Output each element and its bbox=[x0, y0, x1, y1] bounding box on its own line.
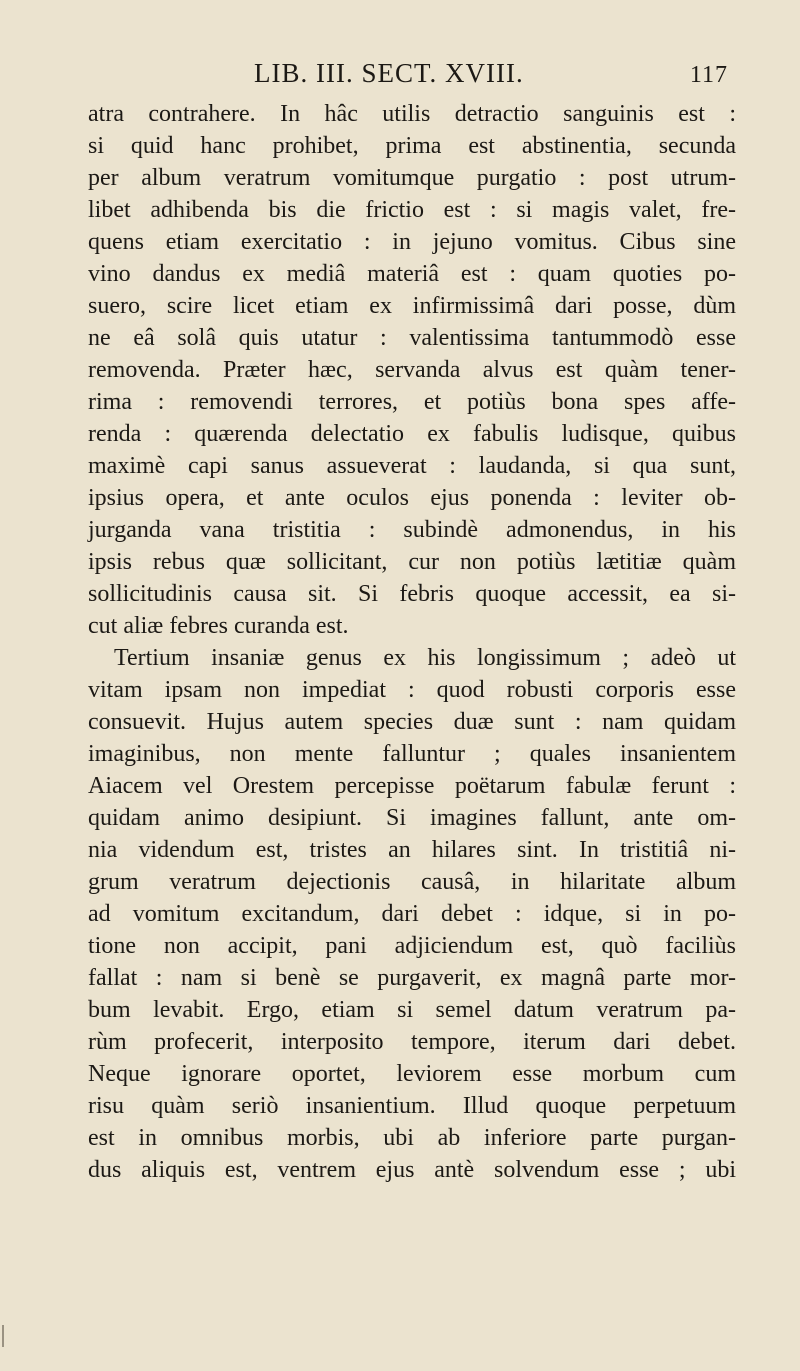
text-line: Neque ignorare oportet, leviorem esse morbum cum bbox=[88, 1061, 736, 1087]
text-line: dus aliquis est, ventrem ejus antè solvendum esse ; ubi bbox=[88, 1157, 736, 1183]
text-line: quens etiam exercitatio : in jejuno vomitus. Cibus sine bbox=[88, 229, 736, 255]
text-line: renda : quærenda delectatio ex fabulis ludisque, quibus bbox=[88, 421, 736, 447]
text-line: risu quàm seriò insanientium. Illud quoque perpetuum bbox=[88, 1093, 736, 1119]
text-line: quidam animo desipiunt. Si imagines fallunt, ante om- bbox=[88, 805, 736, 831]
text-line: suero, scire licet etiam ex infirmissimâ dari posse, dùm bbox=[88, 293, 736, 319]
paragraph-start-line: Tertium insaniæ genus ex his longissimum ; adeò ut bbox=[114, 645, 736, 671]
text-line: rima : removendi terrores, et potiùs bona spes affe- bbox=[88, 389, 736, 415]
text-line: Aiacem vel Orestem percepisse poëtarum fabulæ ferunt : bbox=[88, 773, 736, 799]
running-title: LIB. III. SECT. XVIII. bbox=[254, 58, 524, 88]
text-line: sollicitudinis causa sit. Si febris quoque accessit, ea si- bbox=[88, 581, 736, 607]
text-line: nia videndum est, tristes an hilares sint. In tristitiâ ni- bbox=[88, 837, 736, 863]
text-line: atra contrahere. In hâc utilis detractio sanguinis est : bbox=[88, 101, 736, 127]
page-number: 117 bbox=[689, 62, 728, 88]
text-line: per album veratrum vomitumque purgatio : post utrum- bbox=[88, 165, 736, 191]
paragraph-end-line: cut aliæ febres curanda est. bbox=[88, 613, 349, 639]
text-line: removenda. Præter hæc, servanda alvus est quàm tener- bbox=[88, 357, 736, 383]
text-line: ne eâ solâ quis utatur : valentissima tantummodò esse bbox=[88, 325, 736, 351]
body-text bbox=[88, 98, 736, 1186]
text-line: rùm profecerit, interposito tempore, iterum dari debet. bbox=[88, 1029, 736, 1055]
text-line: imaginibus, non mente falluntur ; quales insanientem bbox=[88, 741, 736, 767]
text-line: ad vomitum excitandum, dari debet : idque, si in po- bbox=[88, 901, 736, 927]
text-line: bum levabit. Ergo, etiam si semel datum veratrum pa- bbox=[88, 997, 736, 1023]
text-line: libet adhibenda bis die frictio est : si magis valet, fre- bbox=[88, 197, 736, 223]
running-head bbox=[88, 58, 736, 98]
text-line: jurganda vana tristitia : subindè admonendus, in his bbox=[88, 517, 736, 543]
margin-mark bbox=[2, 1325, 4, 1347]
text-line: consuevit. Hujus autem species duæ sunt : nam quidam bbox=[88, 709, 736, 735]
text-line: vitam ipsam non impediat : quod robusti corporis esse bbox=[88, 677, 736, 703]
text-line: ipsius opera, et ante oculos ejus ponenda : leviter ob- bbox=[88, 485, 736, 511]
text-line: tione non accipit, pani adjiciendum est, quò faciliùs bbox=[88, 933, 736, 959]
text-line: ipsis rebus quæ sollicitant, cur non potiùs lætitiæ quàm bbox=[88, 549, 736, 575]
text-line: vino dandus ex mediâ materiâ est : quam quoties po- bbox=[88, 261, 736, 287]
text-line: si quid hanc prohibet, prima est abstinentia, secunda bbox=[88, 133, 736, 159]
text-line: grum veratrum dejectionis causâ, in hilaritate album bbox=[88, 869, 736, 895]
text-line: maximè capi sanus assueverat : laudanda, si qua sunt, bbox=[88, 453, 736, 479]
text-line: fallat : nam si benè se purgaverit, ex magnâ parte mor- bbox=[88, 965, 736, 991]
text-line: est in omnibus morbis, ubi ab inferiore parte purgan- bbox=[88, 1125, 736, 1151]
